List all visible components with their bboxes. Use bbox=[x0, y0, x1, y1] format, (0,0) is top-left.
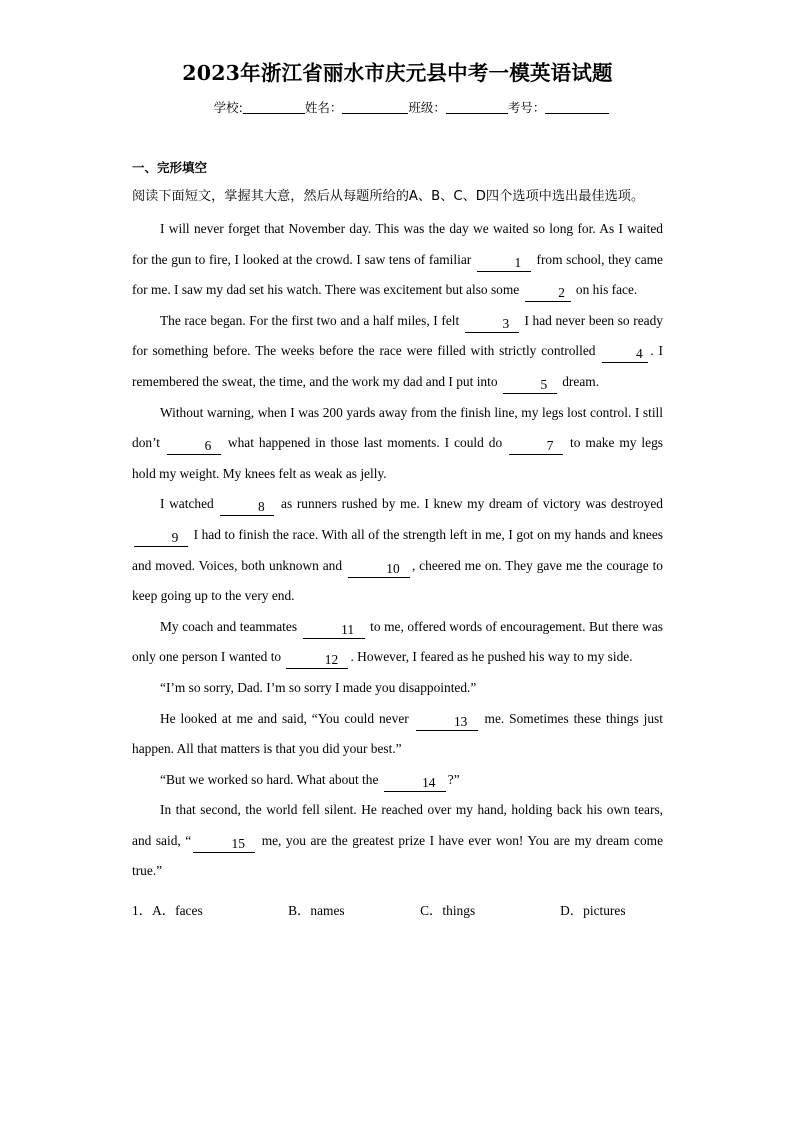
passage-body bbox=[132, 214, 663, 887]
cloze-blank-8[interactable]: 8 bbox=[220, 499, 274, 516]
field-class bbox=[408, 100, 508, 115]
field-class-input[interactable] bbox=[446, 100, 508, 114]
cloze-blank-11[interactable]: 11 bbox=[303, 622, 365, 639]
passage-text: . However, I feared as he pushed his way to my side. bbox=[350, 649, 633, 665]
cloze-blank-1[interactable]: 1 bbox=[477, 255, 531, 272]
option-c-text: things bbox=[442, 903, 476, 919]
option-a-text: faces bbox=[175, 903, 203, 919]
field-exam-number-input[interactable] bbox=[545, 100, 609, 114]
field-school-input[interactable] bbox=[243, 100, 305, 114]
section-heading-cloze: 一、完形填空 bbox=[132, 160, 208, 175]
passage-text: on his face. bbox=[572, 282, 638, 298]
field-exam-number-label: 考号： bbox=[507, 100, 546, 115]
field-student-name-label: 姓名： bbox=[304, 100, 343, 115]
field-school-label: 学校: bbox=[213, 100, 243, 115]
passage-text: Without warning, when I was 200 yards away from the finish line, my legs lost control. I still don’t bbox=[132, 404, 663, 451]
cloze-blank-7[interactable]: 7 bbox=[509, 438, 563, 455]
passage-text: I watched bbox=[160, 496, 219, 512]
passage-text: I had to finish the race. With all of the strength left in me, I got on my hands and knees and moved. Voices, both unknown and bbox=[132, 526, 663, 573]
cloze-blank-12[interactable]: 12 bbox=[286, 652, 348, 669]
passage-paragraph bbox=[132, 214, 663, 306]
document-page bbox=[132, 0, 663, 922]
passage-text: ?” bbox=[447, 771, 460, 787]
passage-paragraph bbox=[132, 795, 663, 887]
passage-text: In that second, the world fell silent. He reached over my hand, holding back his own tears, and said, “ bbox=[132, 802, 663, 848]
identity-fields-row bbox=[132, 98, 663, 118]
option-d-letter: D． bbox=[560, 903, 584, 919]
passage-text: I had never been so ready for something before. The weeks before the race were filled with strictly controlled bbox=[132, 312, 663, 359]
cloze-blank-9[interactable]: 9 bbox=[134, 530, 188, 547]
passage-paragraph bbox=[132, 306, 663, 398]
passage-text: as runners rushed by me. I knew my dream of victory was destroyed bbox=[276, 496, 663, 512]
passage-text: from school, they came for me. I saw my dad set his watch. There was excitement but also some bbox=[132, 251, 664, 298]
passage-paragraph bbox=[132, 612, 663, 673]
passage-text: what happened in those last moments. I could do bbox=[222, 435, 508, 451]
passage-text: me, you are the greatest prize I have ever won! You are my dream come true.” bbox=[132, 832, 664, 879]
passage-text: My coach and teammates bbox=[160, 618, 301, 634]
passage-paragraph bbox=[132, 489, 663, 611]
option-b-letter: B． bbox=[288, 903, 311, 919]
field-exam-number bbox=[508, 100, 610, 115]
passage-text: He looked at me and said, “You could never bbox=[160, 710, 414, 726]
passage-text: “I’m so sorry, Dad. I’m so sorry I made you disappointed.” bbox=[160, 679, 477, 695]
field-class-label: 班级： bbox=[408, 100, 446, 115]
passage-text: dream. bbox=[558, 373, 600, 389]
passage-paragraph bbox=[132, 765, 663, 796]
option-d-text: pictures bbox=[583, 903, 626, 919]
option-c[interactable] bbox=[420, 900, 560, 922]
question-options-row-1 bbox=[132, 900, 663, 922]
passage-text: I will never forget that November day. This was the day we waited so long for. As I waited for the gun to fire, I looked at the crowd. I saw tens of familiar bbox=[132, 221, 663, 267]
option-d[interactable] bbox=[560, 900, 625, 922]
option-c-letter: C． bbox=[420, 903, 443, 919]
cloze-blank-13[interactable]: 13 bbox=[416, 714, 478, 731]
passage-paragraph bbox=[132, 398, 663, 490]
page-title: 2023年浙江省丽水市庆元县中考一模英语试题 bbox=[182, 61, 613, 85]
passage-paragraph bbox=[132, 673, 663, 704]
passage-text: The race began. For the first two and a half miles, I felt bbox=[160, 312, 463, 328]
passage-text: . I remembered the sweat, the time, and the work my dad and I put into bbox=[132, 343, 663, 389]
cloze-blank-10[interactable]: 10 bbox=[348, 561, 410, 578]
cloze-blank-15[interactable]: 15 bbox=[193, 836, 255, 853]
option-a[interactable] bbox=[152, 900, 288, 922]
option-b-text: names bbox=[310, 903, 345, 919]
cloze-blank-14[interactable]: 14 bbox=[384, 775, 446, 792]
passage-text: to me, offered words of encouragement. But there was only one person I wanted to bbox=[132, 618, 663, 665]
passage-text: me. Sometimes these things just happen. All that matters is that you did your best.” bbox=[132, 710, 663, 757]
passage-text: to make my legs hold my weight. My knees felt as weak as jelly. bbox=[132, 435, 663, 481]
field-student-name-input[interactable] bbox=[342, 100, 408, 114]
question-number: 1． bbox=[132, 903, 153, 919]
passage-text: “But we worked so hard. What about the bbox=[160, 771, 382, 787]
cloze-blank-3[interactable]: 3 bbox=[465, 316, 519, 333]
section-instruction: 阅读下面短文，掌握其大意，然后从每题所给的A、B、C、D四个选项中选出最佳选项。 bbox=[132, 189, 645, 204]
cloze-blank-5[interactable]: 5 bbox=[503, 377, 557, 394]
cloze-blank-6[interactable]: 6 bbox=[167, 438, 221, 455]
cloze-blank-2[interactable]: 2 bbox=[525, 285, 571, 302]
option-b[interactable] bbox=[288, 900, 420, 922]
cloze-blank-4[interactable]: 4 bbox=[602, 346, 648, 363]
field-school bbox=[214, 100, 305, 115]
passage-paragraph bbox=[132, 704, 663, 765]
passage-text: , cheered me on. They gave me the courage to keep going up to the very end. bbox=[132, 557, 663, 604]
field-student-name bbox=[305, 100, 409, 115]
option-a-letter: A． bbox=[152, 903, 176, 919]
